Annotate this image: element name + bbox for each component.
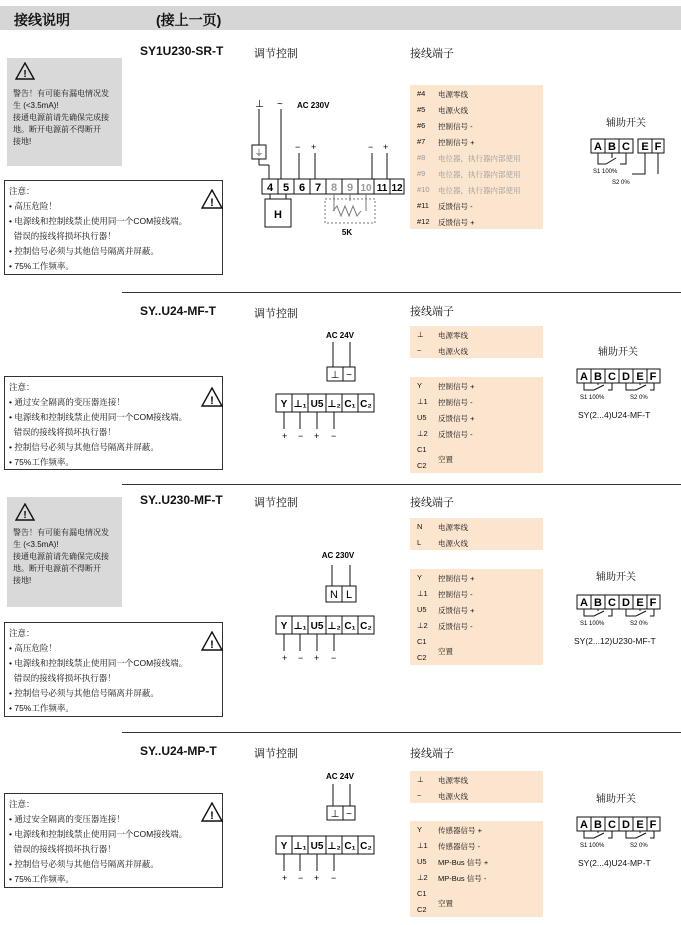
table-row: Y 传感器信号 + (417, 825, 482, 835)
note-line: • 75%工作频率。 (9, 457, 74, 467)
terminal-strip (262, 179, 404, 194)
svg-text:!: ! (23, 69, 27, 80)
aux-switch-diagram (590, 138, 665, 188)
svg-text:S1 100%: S1 100% (580, 621, 605, 627)
note-line: • 控制信号必须与其他信号隔离并屏蔽。 (9, 859, 159, 869)
svg-text:F: F (649, 819, 657, 831)
aux-switch-diagram (576, 368, 662, 410)
note-line: • 电源线和控制线禁止使用同一个COM接线端。 (9, 216, 188, 226)
svg-text:⊥₂: ⊥₂ (327, 399, 341, 410)
supply-voltage: AC 24V (325, 772, 355, 781)
svg-text:C: C (608, 371, 616, 383)
svg-text:E: E (636, 819, 644, 831)
table-row: Y 控制信号 + (417, 381, 475, 391)
warning-triangle-icon (15, 503, 35, 521)
table-row: ⊥ 电源零线 (417, 775, 468, 785)
table-row: #6 控制信号 - (417, 121, 473, 131)
svg-text:D: D (622, 371, 630, 383)
svg-text:−: − (295, 142, 301, 152)
svg-text:~: ~ (346, 370, 352, 381)
heater-label: H (274, 209, 282, 221)
table-row: ~ 电源火线 (417, 346, 468, 356)
aux-switch-caption: SY(2...4)U24-MP-T (578, 858, 651, 868)
section-divider (122, 292, 681, 293)
terminal-label: 接线端子 (410, 48, 454, 60)
svg-text:!: ! (210, 810, 214, 822)
table-row: #5 电源火线 (417, 105, 468, 115)
note-title: 注意： (9, 628, 35, 638)
aux-switch-caption: SY(2...4)U24-MF-T (578, 410, 651, 420)
power-terminal-table (410, 326, 543, 358)
svg-text:A: A (594, 141, 602, 153)
warning-line: 地。断开电源前不得断开 (13, 564, 101, 573)
wiring-diagram (245, 95, 405, 245)
supply-voltage: AC 230V (321, 551, 355, 560)
warning-line: 警告！有可能有漏电情况发 (13, 528, 109, 537)
warning-line: 警告！有可能有漏电情况发 (13, 89, 109, 98)
svg-text:C: C (608, 597, 616, 609)
supply-voltage: AC 230V (297, 101, 330, 110)
control-label: 调节控制 (254, 748, 298, 760)
svg-text:C₂: C₂ (360, 399, 372, 410)
note-line: • 电源线和控制线禁止使用同一个COM接线端。 (9, 829, 188, 839)
table-row: N 电源零线 (417, 522, 468, 532)
note-line: • 控制信号必须与其他信号隔离并屏蔽。 (9, 442, 159, 452)
warning-box (7, 58, 122, 166)
table-row: #8 电位器，执行器内部使用 (417, 153, 521, 163)
svg-text:F: F (649, 597, 657, 609)
svg-text:10: 10 (360, 183, 372, 194)
svg-text:Y: Y (280, 841, 288, 852)
terminal-label: 接线端子 (410, 748, 454, 760)
aux-switch-title: 辅助开关 (596, 572, 636, 583)
svg-text:C₂: C₂ (360, 621, 372, 632)
svg-text:+: + (314, 653, 320, 663)
svg-text:S1 100%: S1 100% (593, 169, 618, 175)
svg-text:S2 0%: S2 0% (630, 621, 648, 627)
aux-switch-title: 辅助开关 (596, 794, 636, 805)
note-line: 错误的接线将损坏执行器！ (9, 673, 116, 683)
svg-text:D: D (622, 597, 630, 609)
section-divider (122, 732, 681, 733)
svg-text:S1 100%: S1 100% (580, 395, 605, 401)
table-row: ⊥2 反馈信号 - (417, 621, 473, 631)
note-box (4, 180, 223, 275)
note-title: 注意： (9, 186, 35, 196)
table-row: ⊥1 控制信号 - (417, 589, 473, 599)
svg-text:11: 11 (376, 183, 388, 194)
control-label: 调节控制 (254, 308, 298, 320)
wiring-diagram (270, 325, 385, 445)
warning-line: 接地! (13, 137, 32, 146)
svg-text:⊥₁: ⊥₁ (293, 841, 307, 852)
note-line: 错误的接线将损坏执行器！ (9, 844, 116, 854)
warning-triangle-icon (201, 189, 223, 209)
wiring-diagram (270, 545, 385, 670)
table-row: ⊥1 传感器信号 - (417, 841, 481, 851)
note-line: • 通过安全隔离的变压器连接！ (9, 397, 125, 407)
svg-text:F: F (654, 141, 662, 153)
svg-text:C₂: C₂ (360, 841, 372, 852)
svg-text:+: + (311, 142, 317, 152)
page-subtitle: (接上一页) (156, 12, 222, 28)
warning-line: 接通电源前请先确保完成接 (13, 113, 109, 122)
svg-text:U5: U5 (310, 399, 324, 410)
page-title: 接线说明 (14, 12, 70, 28)
model-name: SY..U230-MF-T (140, 493, 223, 507)
svg-text:S2 0%: S2 0% (630, 395, 648, 401)
svg-text:!: ! (23, 510, 27, 521)
svg-text:!: ! (210, 639, 214, 651)
note-line: • 75%工作频率。 (9, 874, 74, 884)
supply-voltage: AC 24V (325, 331, 355, 340)
svg-text:S1 100%: S1 100% (580, 843, 605, 849)
aux-switch-caption: SY(2...12)U230-MF-T (574, 636, 656, 646)
svg-text:9: 9 (346, 182, 354, 194)
svg-text:A: A (580, 597, 588, 609)
svg-text:S2 0%: S2 0% (612, 180, 630, 186)
svg-text:−: − (298, 431, 304, 441)
aux-switch-diagram (576, 594, 662, 636)
svg-text:A: A (580, 819, 588, 831)
svg-text:⊥₁: ⊥₁ (293, 399, 307, 410)
table-row: #9 电位器，执行器内部使用 (417, 169, 521, 179)
model-name: SY..U24-MF-T (140, 304, 217, 318)
power-terminal-table (410, 518, 543, 550)
table-row: U5 反馈信号 + (417, 605, 475, 615)
signal-terminal-table (410, 821, 543, 917)
note-line: • 控制信号必须与其他信号隔离并屏蔽。 (9, 246, 159, 256)
note-line: • 通过安全隔离的变压器连接！ (9, 814, 125, 824)
table-row: C1 C2 空置 (417, 637, 453, 662)
svg-text:L: L (345, 589, 353, 601)
svg-text:C: C (608, 819, 616, 831)
table-row: ⊥2 反馈信号 - (417, 429, 473, 439)
svg-text:!: ! (210, 395, 214, 407)
svg-text:E: E (636, 371, 644, 383)
table-row: #12 反馈信号 + (417, 217, 475, 227)
table-row: C1 C2 空置 (417, 445, 453, 470)
note-title: 注意： (9, 382, 35, 392)
svg-text:⊥: ⊥ (330, 809, 340, 820)
svg-text:⊥: ⊥ (255, 99, 264, 110)
table-row: ⊥ 电源零线 (417, 330, 468, 340)
control-label: 调节控制 (254, 48, 298, 60)
note-line: • 控制信号必须与其他信号隔离并屏蔽。 (9, 688, 159, 698)
table-row: U5 MP-Bus 信号 + (417, 857, 489, 867)
svg-text:C₁: C₁ (344, 621, 356, 632)
svg-text:~: ~ (346, 809, 352, 820)
svg-text:−: − (331, 653, 337, 663)
svg-text:−: − (331, 431, 337, 441)
svg-text:−: − (331, 873, 337, 883)
aux-switch-diagram (576, 816, 662, 858)
power-terminal-table (410, 771, 543, 803)
pot-label: 5K (341, 228, 353, 237)
svg-text:F: F (649, 371, 657, 383)
svg-text:B: B (594, 371, 602, 383)
note-line: 错误的接线将损坏执行器！ (9, 427, 116, 437)
svg-text:Y: Y (280, 399, 288, 410)
svg-text:−: − (298, 873, 304, 883)
svg-text:⊥₁: ⊥₁ (293, 621, 307, 632)
note-line: • 75%工作频率。 (9, 261, 74, 271)
svg-text:⊥₂: ⊥₂ (327, 841, 341, 852)
svg-text:−: − (368, 142, 374, 152)
svg-text:4: 4 (266, 182, 274, 194)
svg-text:D: D (622, 819, 630, 831)
svg-text:A: A (580, 371, 588, 383)
svg-text:+: + (282, 431, 288, 441)
svg-text:E: E (636, 597, 644, 609)
svg-text:8: 8 (330, 182, 338, 194)
svg-text:5: 5 (282, 182, 290, 194)
table-row: #11 反馈信号 - (417, 201, 473, 211)
table-row: Y 控制信号 + (417, 573, 475, 583)
warning-triangle-icon (201, 387, 223, 407)
note-line: 错误的接线将损坏执行器！ (9, 231, 116, 241)
warning-box (7, 497, 122, 607)
svg-text:Y: Y (280, 621, 288, 632)
note-box (4, 622, 223, 717)
control-label: 调节控制 (254, 497, 298, 509)
signal-terminal-table (410, 569, 543, 665)
svg-text:+: + (282, 653, 288, 663)
svg-text:B: B (608, 141, 616, 153)
note-box (4, 376, 223, 470)
svg-text:+: + (314, 873, 320, 883)
signal-terminal-table (410, 377, 543, 473)
svg-text:!: ! (210, 197, 214, 209)
svg-text:C₁: C₁ (344, 399, 356, 410)
table-row: #7 控制信号 + (417, 137, 475, 147)
model-name: SY..U24-MP-T (140, 744, 217, 758)
svg-text:⊥₂: ⊥₂ (327, 621, 341, 632)
note-line: • 电源线和控制线禁止使用同一个COM接线端。 (9, 658, 188, 668)
table-row: ⊥1 控制信号 - (417, 397, 473, 407)
terminal-table (410, 85, 543, 229)
table-row: ~ 电源火线 (417, 791, 468, 801)
terminal-label: 接线端子 (410, 306, 454, 318)
note-line: • 电源线和控制线禁止使用同一个COM接线端。 (9, 412, 188, 422)
wiring-diagram (270, 766, 385, 891)
aux-switch-title: 辅助开关 (606, 118, 646, 129)
table-row: #10 电位器，执行器内部使用 (417, 185, 521, 195)
warning-triangle-icon (201, 631, 223, 651)
note-line: • 高压危险！ (9, 643, 57, 653)
svg-text:⊥: ⊥ (330, 370, 340, 381)
svg-text:C₁: C₁ (344, 841, 356, 852)
warning-line: 接通电源前请先确保完成接 (13, 552, 109, 561)
svg-text:+: + (383, 142, 389, 152)
svg-text:B: B (594, 819, 602, 831)
table-row: C1 C2 空置 (417, 889, 453, 914)
note-line: • 高压危险！ (9, 201, 57, 211)
svg-text:7: 7 (314, 182, 322, 194)
svg-text:6: 6 (298, 182, 306, 194)
svg-text:U5: U5 (310, 621, 324, 632)
terminal-label: 接线端子 (410, 497, 454, 509)
note-title: 注意： (9, 799, 35, 809)
svg-text:C: C (622, 141, 630, 153)
svg-text:+: + (282, 873, 288, 883)
svg-text:12: 12 (391, 183, 403, 194)
note-box (4, 793, 223, 888)
svg-text:B: B (594, 597, 602, 609)
table-row: #4 电源零线 (417, 89, 468, 99)
note-line: • 75%工作频率。 (9, 703, 74, 713)
table-row: ⊥2 MP-Bus 信号 - (417, 873, 487, 883)
svg-text:E: E (641, 141, 649, 153)
warning-line: 地。断开电源前不得断开 (13, 125, 101, 134)
table-row: U5 反馈信号 + (417, 413, 475, 423)
warning-line: 生 (<3.5mA)! (13, 101, 59, 110)
aux-switch-title: 辅助开关 (598, 347, 638, 358)
page-header (0, 6, 681, 30)
warning-triangle-icon (201, 802, 223, 822)
svg-text:~: ~ (277, 99, 283, 110)
section-divider (122, 484, 681, 485)
svg-text:⏚: ⏚ (254, 148, 264, 158)
model-name: SY1U230-SR-T (140, 44, 224, 58)
warning-line: 生 (<3.5mA)! (13, 540, 59, 549)
warning-line: 接地! (13, 576, 32, 585)
svg-text:U5: U5 (310, 841, 324, 852)
svg-text:−: − (298, 653, 304, 663)
svg-text:N: N (330, 589, 338, 601)
warning-triangle-icon (15, 62, 35, 80)
svg-text:+: + (314, 431, 320, 441)
svg-text:S2 0%: S2 0% (630, 843, 648, 849)
table-row: L 电源火线 (417, 538, 468, 548)
